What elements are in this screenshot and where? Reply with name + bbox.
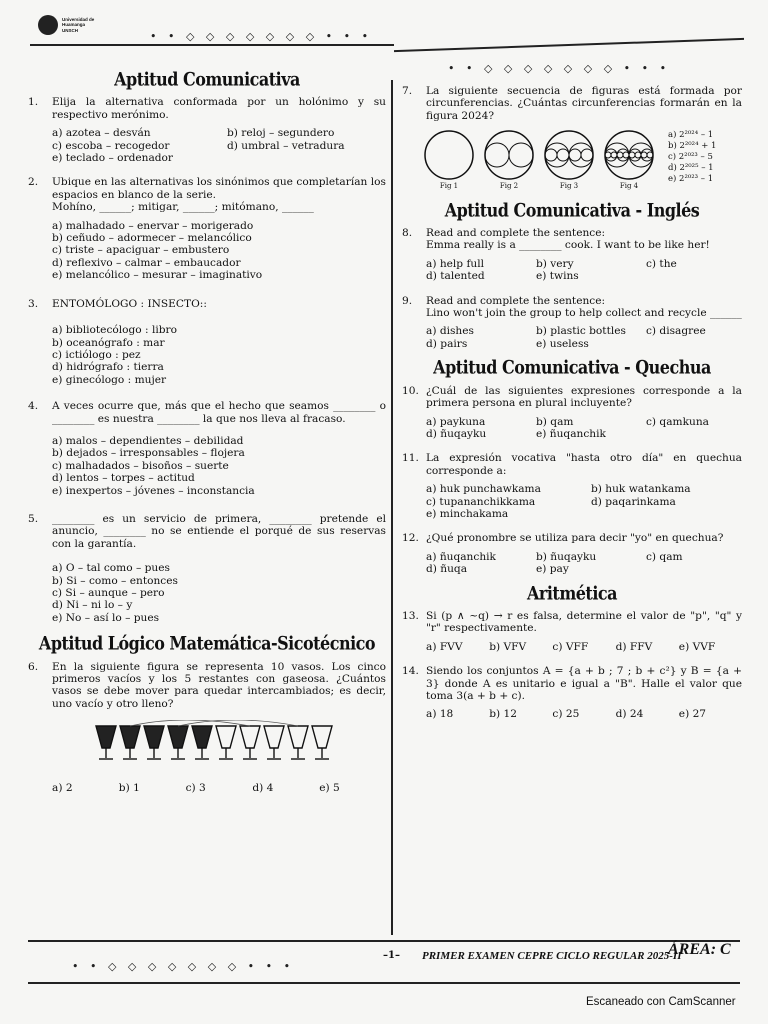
option[interactable]: d) 24 xyxy=(615,708,644,721)
option[interactable]: b) 1 xyxy=(118,781,140,794)
option[interactable]: d) reflexivo – calmar – embaucador xyxy=(52,256,241,269)
column-divider xyxy=(391,80,393,935)
option[interactable]: b) Si – como – entonces xyxy=(52,574,178,587)
option[interactable]: a) O – tal como – pues xyxy=(52,562,170,575)
figure-2: Fig 2 xyxy=(482,130,536,192)
q11-options xyxy=(426,483,742,520)
option[interactable]: c) disagree xyxy=(646,325,706,338)
option[interactable]: a) 2²⁰²⁴ – 1 xyxy=(668,130,714,141)
question-9: 9. Read and complete the sentence: Lino won't join the group to help collect and recycle ______ xyxy=(402,294,742,320)
option[interactable]: d) 4 xyxy=(252,781,274,794)
question-12: 12. ¿Qué pronombre se utiliza para decir "yo" en quechua? xyxy=(402,532,724,545)
option[interactable]: e) minchakama xyxy=(426,507,509,520)
option[interactable]: d) pairs xyxy=(426,337,468,350)
option[interactable]: c) ictiólogo : pez xyxy=(52,348,141,361)
option[interactable]: b) reloj – segundero xyxy=(227,127,335,140)
left-column xyxy=(28,70,386,806)
option[interactable]: e) teclado – ordenador xyxy=(52,152,173,165)
option[interactable]: c) escoba – recogedor xyxy=(52,139,170,152)
logo-text: Universidad de Huamanga UNSCH xyxy=(62,16,95,33)
option[interactable]: e) VVF xyxy=(678,640,716,653)
option[interactable]: b) dejados – irresponsables – flojera xyxy=(52,447,245,460)
option[interactable]: d) Ni – ni lo – y xyxy=(52,599,133,612)
figure-4: Fig 4 xyxy=(602,130,656,192)
option[interactable]: a) malos – dependientes – debilidad xyxy=(52,434,244,447)
question-2: 2. Ubique en las alternativas los sinónimos que completarían los espacios en blanco de la serie. Mohíno, ______; mitigar, ______; mitómano, ______ xyxy=(28,176,386,214)
option[interactable]: b) oceanógrafo : mar xyxy=(52,336,165,349)
circles-figure xyxy=(422,130,742,192)
option[interactable]: b) plastic bottles xyxy=(536,325,626,338)
question-13: 13. Si (p ∧ ~q) → r es falsa, determine el valor de "p", "q" y "r" respectivamente. xyxy=(402,609,742,635)
question-4: 4. A veces ocurre que, más que el hecho que seamos ________ o ________ es nuestra ________ la que nos lleva al fracaso. xyxy=(28,400,386,425)
option[interactable]: a) FVV xyxy=(426,640,463,653)
question-3: 3. ENTOMÓLOGO : INSECTO:: xyxy=(28,297,207,310)
circle-fig2-icon xyxy=(482,130,536,180)
section-title-aritmetica: Aritmética xyxy=(527,582,617,604)
q5-options xyxy=(52,562,386,624)
option[interactable]: d) 2²⁰²⁵ – 1 xyxy=(668,163,714,174)
option[interactable]: c) 3 xyxy=(185,781,206,794)
option[interactable]: e) ginecólogo : mujer xyxy=(52,373,167,386)
option[interactable]: b) ceñudo – adormecer – melancólico xyxy=(52,232,252,245)
header-dots-left: • • ◇ ◇ ◇ ◇ ◇ ◇ ◇ • • • xyxy=(150,30,373,43)
option[interactable]: e) pay xyxy=(536,563,569,576)
section-title-quechua: Aptitud Comunicativa - Quechua xyxy=(433,356,711,379)
question-10: 10. ¿Cuál de las siguientes expresiones corresponde a la primera persona en plural incluyente? xyxy=(402,384,742,410)
q2-options xyxy=(52,220,386,282)
q10-options xyxy=(426,416,742,441)
section-title-ingles: Aptitud Comunicativa - Inglés xyxy=(444,199,700,221)
figure-1: Fig 1 xyxy=(422,130,476,192)
exam-title: PRIMER EXAMEN CEPRE CICLO REGULAR 2025-II xyxy=(422,950,682,962)
option[interactable]: a) 18 xyxy=(426,708,454,721)
exam-area: ÁREA: C xyxy=(668,941,731,958)
scanner-watermark: Escaneado con CamScanner xyxy=(586,996,736,1008)
option[interactable]: a) huk punchawkama xyxy=(426,483,541,496)
question-11: 11. La expresión vocativa "hasta otro día" en quechua corresponde a: xyxy=(402,452,742,477)
question-1: 1. Elija la alternativa conformada por un holónimo y su respectivo merónimo. xyxy=(28,96,386,121)
option[interactable]: b) 12 xyxy=(489,708,517,721)
option[interactable]: b) ñuqayku xyxy=(536,550,597,563)
option[interactable]: e) twins xyxy=(536,270,579,283)
option[interactable]: d) ñuqayku xyxy=(426,427,487,440)
question-5: 5. ________ es un servicio de primera, ________ pretende el anuncio, ________ no se entiende el porqué de sus reservas con la garantía. xyxy=(28,512,386,550)
option[interactable]: e) inexpertos – jóvenes – inconstancia xyxy=(52,484,255,497)
q1-options xyxy=(52,127,386,164)
option[interactable]: c) 25 xyxy=(552,708,580,721)
q12-options xyxy=(426,551,742,576)
option[interactable]: e) 2²⁰²³ – 1 xyxy=(668,174,714,185)
option[interactable]: d) talented xyxy=(426,270,485,283)
option[interactable]: e) ñuqanchik xyxy=(536,427,606,440)
option[interactable]: c) the xyxy=(646,257,677,270)
option[interactable]: d) ñuqa xyxy=(426,563,468,576)
option[interactable]: d) paqarinkama xyxy=(591,495,676,508)
option[interactable]: c) qamkuna xyxy=(646,415,709,428)
option[interactable]: e) useless xyxy=(536,337,589,350)
option[interactable]: c) VFF xyxy=(552,640,589,653)
q4-options xyxy=(52,435,386,497)
option[interactable]: b) 2²⁰²⁴ + 1 xyxy=(668,141,717,152)
option[interactable]: b) qam xyxy=(536,415,574,428)
option[interactable]: c) 2²⁰²³ – 5 xyxy=(668,152,713,163)
option[interactable]: c) tupananchikkama xyxy=(426,495,536,508)
q13-options xyxy=(426,641,742,653)
university-seal-icon xyxy=(38,15,58,35)
glasses-figure xyxy=(94,720,386,769)
q14-options xyxy=(426,708,742,720)
footer-bottom-rule xyxy=(28,982,740,984)
page-number: –1– xyxy=(383,950,400,961)
header-dots-right: • • ◇ ◇ ◇ ◇ ◇ ◇ ◇ • • • xyxy=(448,62,671,75)
option[interactable]: e) 5 xyxy=(319,781,340,794)
option[interactable]: a) help full xyxy=(426,257,484,270)
option[interactable]: a) 2 xyxy=(52,781,73,794)
q6-options xyxy=(52,782,386,794)
section-title-comunicativa: Aptitud Comunicativa xyxy=(114,68,300,91)
circle-fig1-icon xyxy=(422,130,476,180)
option[interactable]: c) Si – aunque – pero xyxy=(52,587,165,599)
option[interactable]: d) hidrógrafo : tierra xyxy=(52,361,164,374)
q9-options xyxy=(426,325,742,350)
option[interactable]: b) VFV xyxy=(489,640,527,653)
option[interactable]: b) huk watankama xyxy=(591,483,691,496)
option[interactable]: e) melancólico – mesurar – imaginativo xyxy=(52,269,263,282)
section-title-logico: Aptitud Lógico Matemática-Sicotécnico xyxy=(38,632,376,655)
circle-fig3-icon xyxy=(542,130,596,180)
question-6: 6. En la siguiente figura se representa 10 vasos. Los cinco primeros vacíos y los 5 restantes con gaseosa. ¿Cuántos vasos se debe mover para quedar intercambiados; es decir, uno vacío y otro lleno? xyxy=(28,660,386,710)
option[interactable]: d) FFV xyxy=(615,640,653,653)
option[interactable]: e) 27 xyxy=(678,708,707,721)
right-column xyxy=(402,85,742,733)
option[interactable]: d) umbral – vetradura xyxy=(227,139,345,152)
header-rule-left xyxy=(30,44,394,46)
header-rule-right xyxy=(394,38,744,52)
option[interactable]: a) malhadado – enervar – morigerado xyxy=(52,219,254,232)
option[interactable]: c) malhadados – bisoños – suerte xyxy=(52,459,229,472)
option[interactable]: a) dishes xyxy=(426,325,474,338)
university-logo xyxy=(38,12,126,38)
circle-fig4-icon xyxy=(602,130,656,180)
q3-options xyxy=(52,324,386,386)
option[interactable]: c) qam xyxy=(646,550,683,563)
option[interactable]: a) bibliotecólogo : libro xyxy=(52,324,177,337)
option[interactable]: b) very xyxy=(536,257,574,270)
q8-options xyxy=(426,258,742,283)
option[interactable]: a) paykuna xyxy=(426,415,486,428)
question-14: 14. Siendo los conjuntos A = {a + b ; 7 ; b + c²} y B = {a + 3} donde A es unitario e igual a "B". Halle el valor que toma 3(a + b + c). xyxy=(402,665,742,702)
question-8: 8. Read and complete the sentence: Emma really is a ________ cook. I want to be like her! xyxy=(402,227,710,252)
option[interactable]: a) azotea – desván xyxy=(52,127,151,140)
q7-options xyxy=(668,130,716,185)
option[interactable]: e) No – así lo – pues xyxy=(52,611,160,624)
footer-dots: • • ◇ ◇ ◇ ◇ ◇ ◇ ◇ • • • xyxy=(72,960,295,973)
figure-3: Fig 3 xyxy=(542,130,596,192)
question-7: 7. La siguiente secuencia de figuras está formada por circunferencias. ¿Cuántas circunferencias formarán en la figura 2024? xyxy=(402,85,742,122)
footer-rule xyxy=(28,940,740,942)
ten-glasses-icon xyxy=(94,720,334,766)
option[interactable]: c) triste – apaciguar – embustero xyxy=(52,244,230,257)
option[interactable]: a) ñuqanchik xyxy=(426,550,496,563)
option[interactable]: d) lentos – torpes – actitud xyxy=(52,472,195,485)
